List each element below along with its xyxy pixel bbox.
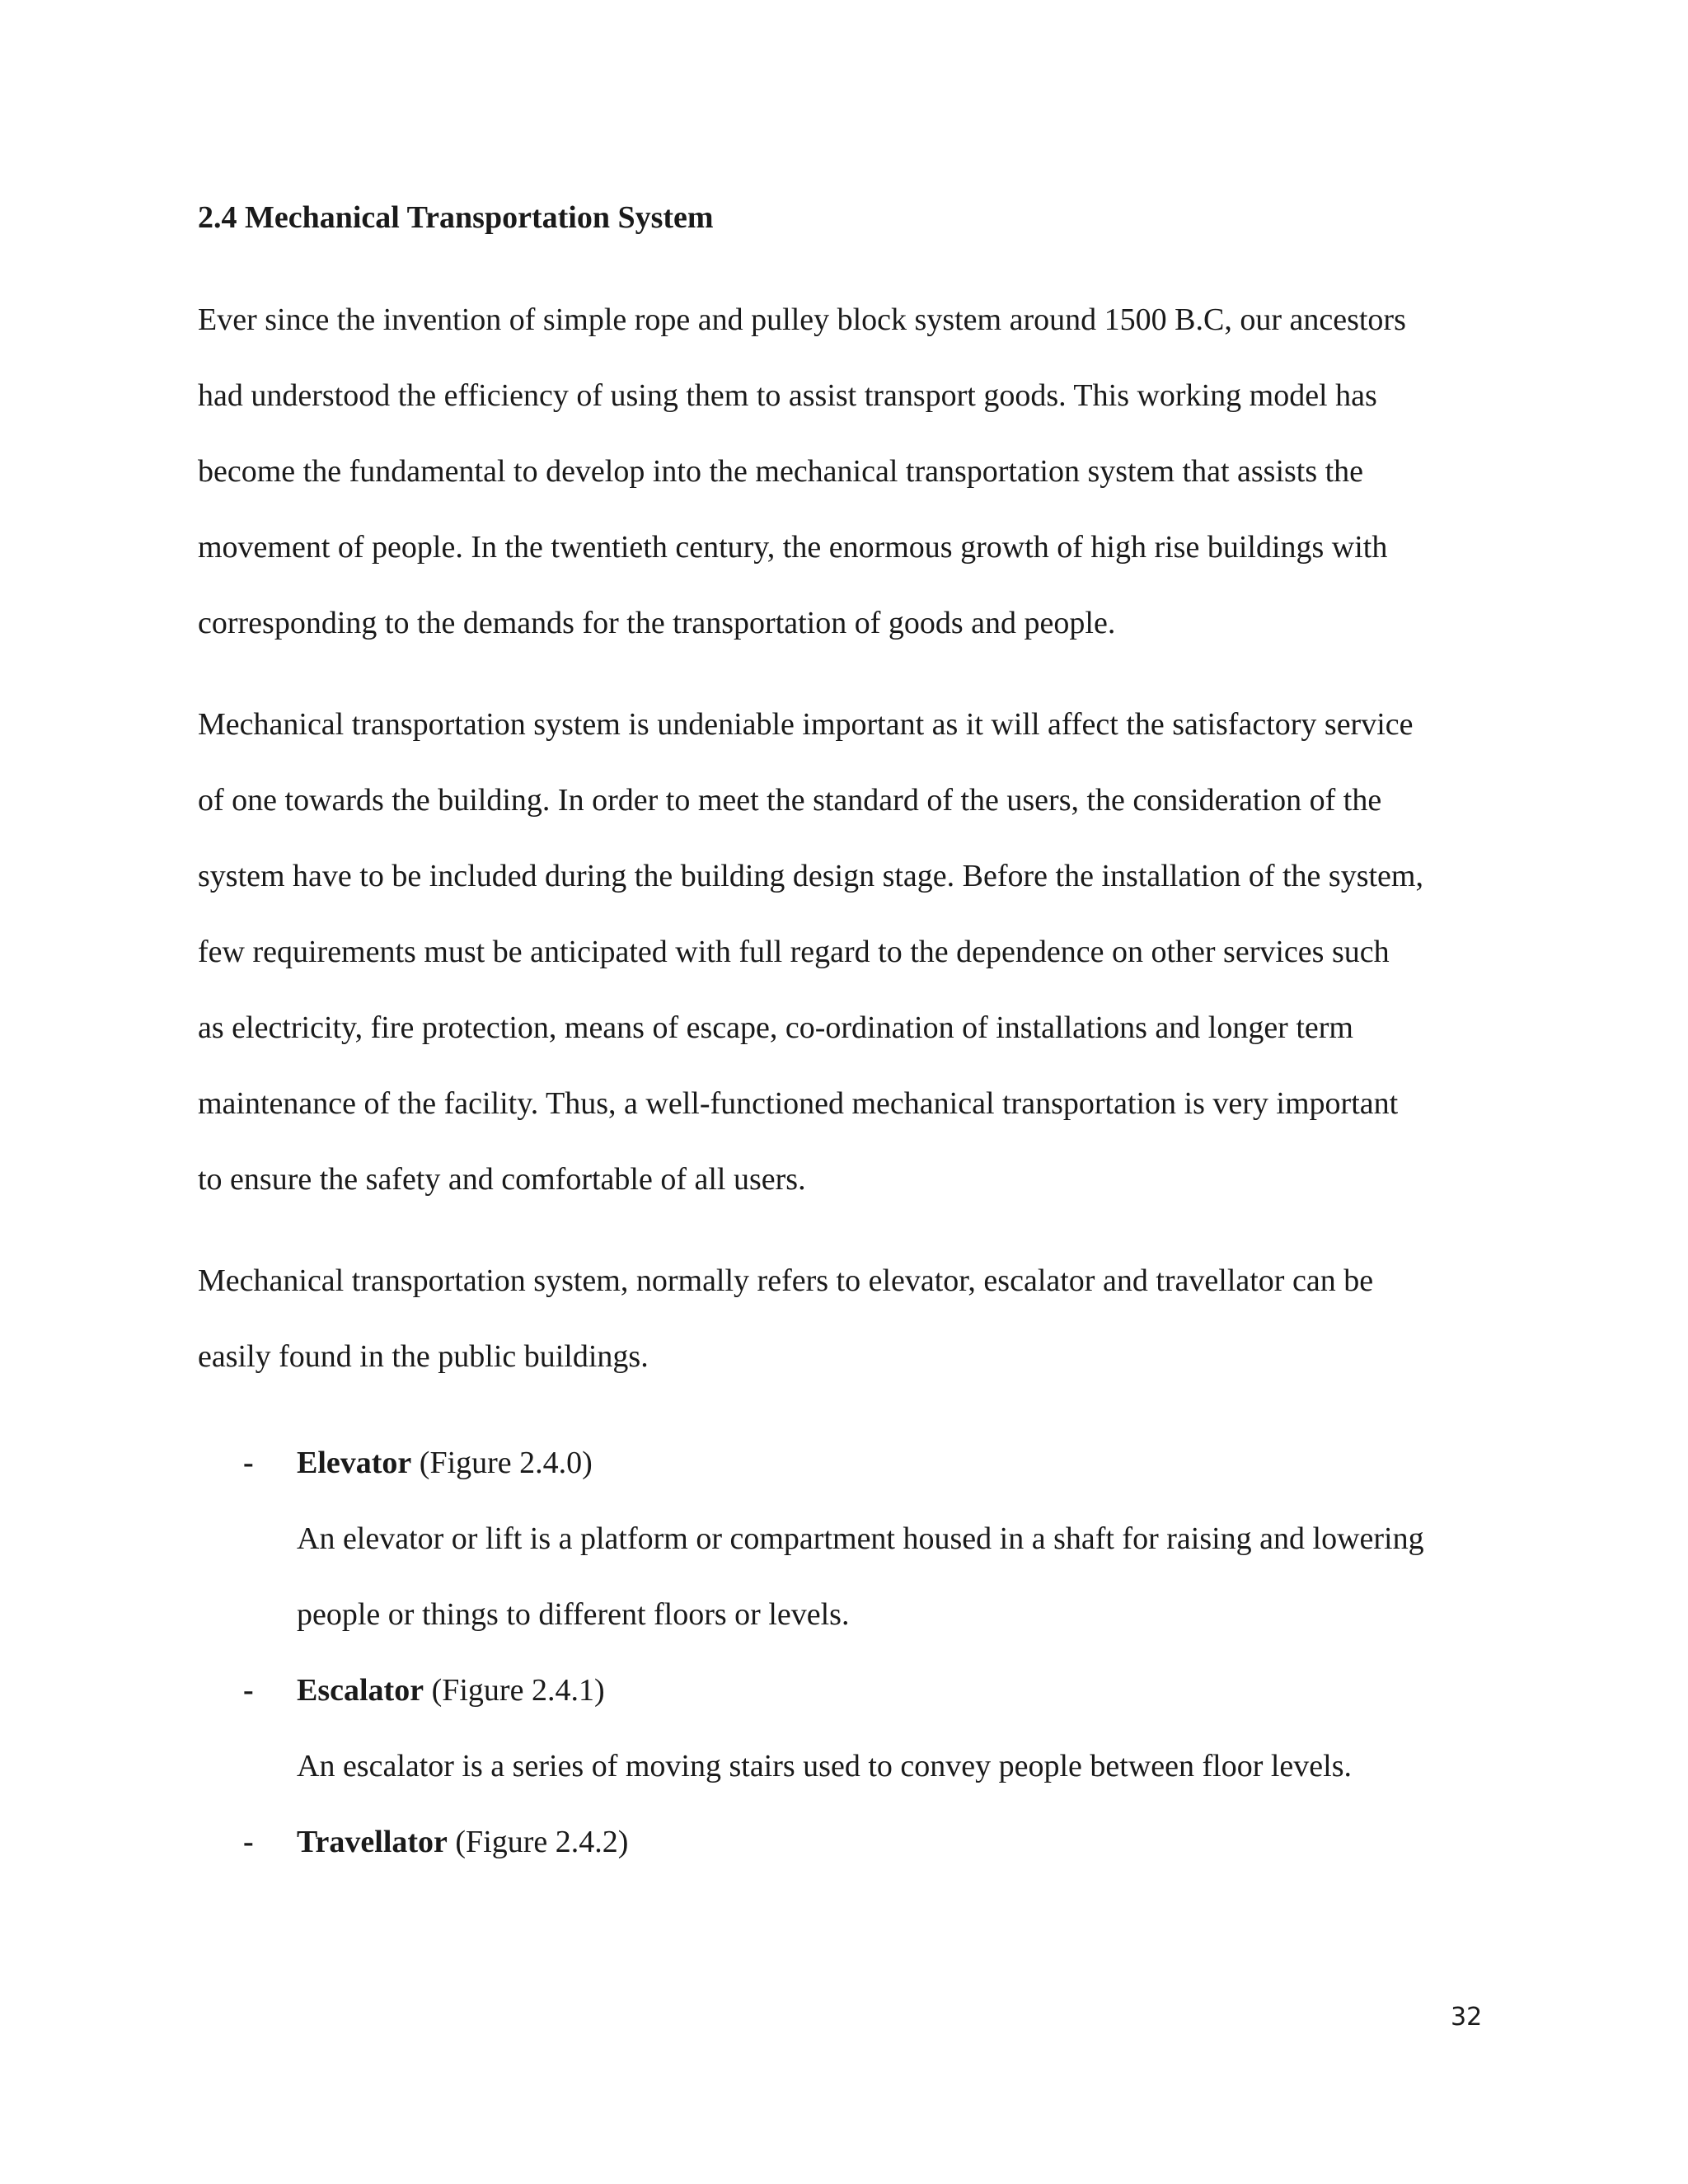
list-item-description [297, 1517, 1533, 1669]
description-line: An escalator is a series of moving stairs used to convey people between floor levels. [297, 1749, 1353, 1783]
description-line: people or things to different floors or levels. [297, 1597, 850, 1632]
paragraph-1 [198, 298, 1533, 677]
list-bullet: - [243, 1825, 254, 1859]
paragraph-line: few requirements must be anticipated with full regard to the dependence on other services such [198, 935, 1390, 969]
list-item-term: Travellator [297, 1825, 448, 1859]
list-item-term: Escalator [297, 1673, 424, 1708]
list-item-term: Elevator [297, 1446, 412, 1480]
section-heading: 2.4 Mechanical Transportation System [198, 200, 714, 235]
paragraph-line: maintenance of the facility. Thus, a well-functioned mechanical transportation is very important [198, 1086, 1399, 1121]
paragraph-line: easily found in the public buildings. [198, 1339, 649, 1374]
list-item-description [297, 1745, 1533, 1821]
figure-reference: (Figure 2.4.2) [455, 1825, 629, 1859]
paragraph-line: corresponding to the demands for the transportation of goods and people. [198, 606, 1116, 640]
paragraph-line: Mechanical transportation system is undeniable important as it will affect the satisfactory service [198, 707, 1414, 742]
paragraph-line: of one towards the building. In order to meet the standard of the users, the consideration of the [198, 783, 1382, 818]
list-bullet: - [243, 1673, 254, 1708]
figure-reference: (Figure 2.4.1) [431, 1673, 605, 1708]
paragraph-line: movement of people. In the twentieth century, the enormous growth of high rise buildings with [198, 530, 1388, 565]
paragraph-3 [198, 1259, 1533, 1411]
paragraph-line: Ever since the invention of simple rope and pulley block system around 1500 B.C, our ancestors [198, 302, 1406, 337]
figure-reference: (Figure 2.4.0) [419, 1446, 593, 1480]
list-item-elevator [297, 1441, 593, 1484]
description-line: An elevator or lift is a platform or compartment housed in a shaft for raising and lowering [297, 1521, 1424, 1556]
list-bullet: - [243, 1446, 254, 1480]
list-item-travellator [297, 1821, 628, 1863]
paragraph-line: had understood the efficiency of using them to assist transport goods. This working model has [198, 378, 1377, 413]
list-item-escalator [297, 1669, 605, 1712]
paragraph-2 [198, 703, 1533, 1234]
paragraph-line: system have to be included during the building design stage. Before the installation of the system, [198, 859, 1423, 893]
paragraph-line: Mechanical transportation system, normally refers to elevator, escalator and travellator can be [198, 1263, 1374, 1298]
paragraph-line: as electricity, fire protection, means of escape, co-ordination of installations and longer term [198, 1010, 1353, 1045]
paragraph-line: to ensure the safety and comfortable of all users. [198, 1162, 806, 1197]
page-number: 32 [1451, 2003, 1483, 2032]
paragraph-line: become the fundamental to develop into the mechanical transportation system that assists the [198, 454, 1364, 489]
